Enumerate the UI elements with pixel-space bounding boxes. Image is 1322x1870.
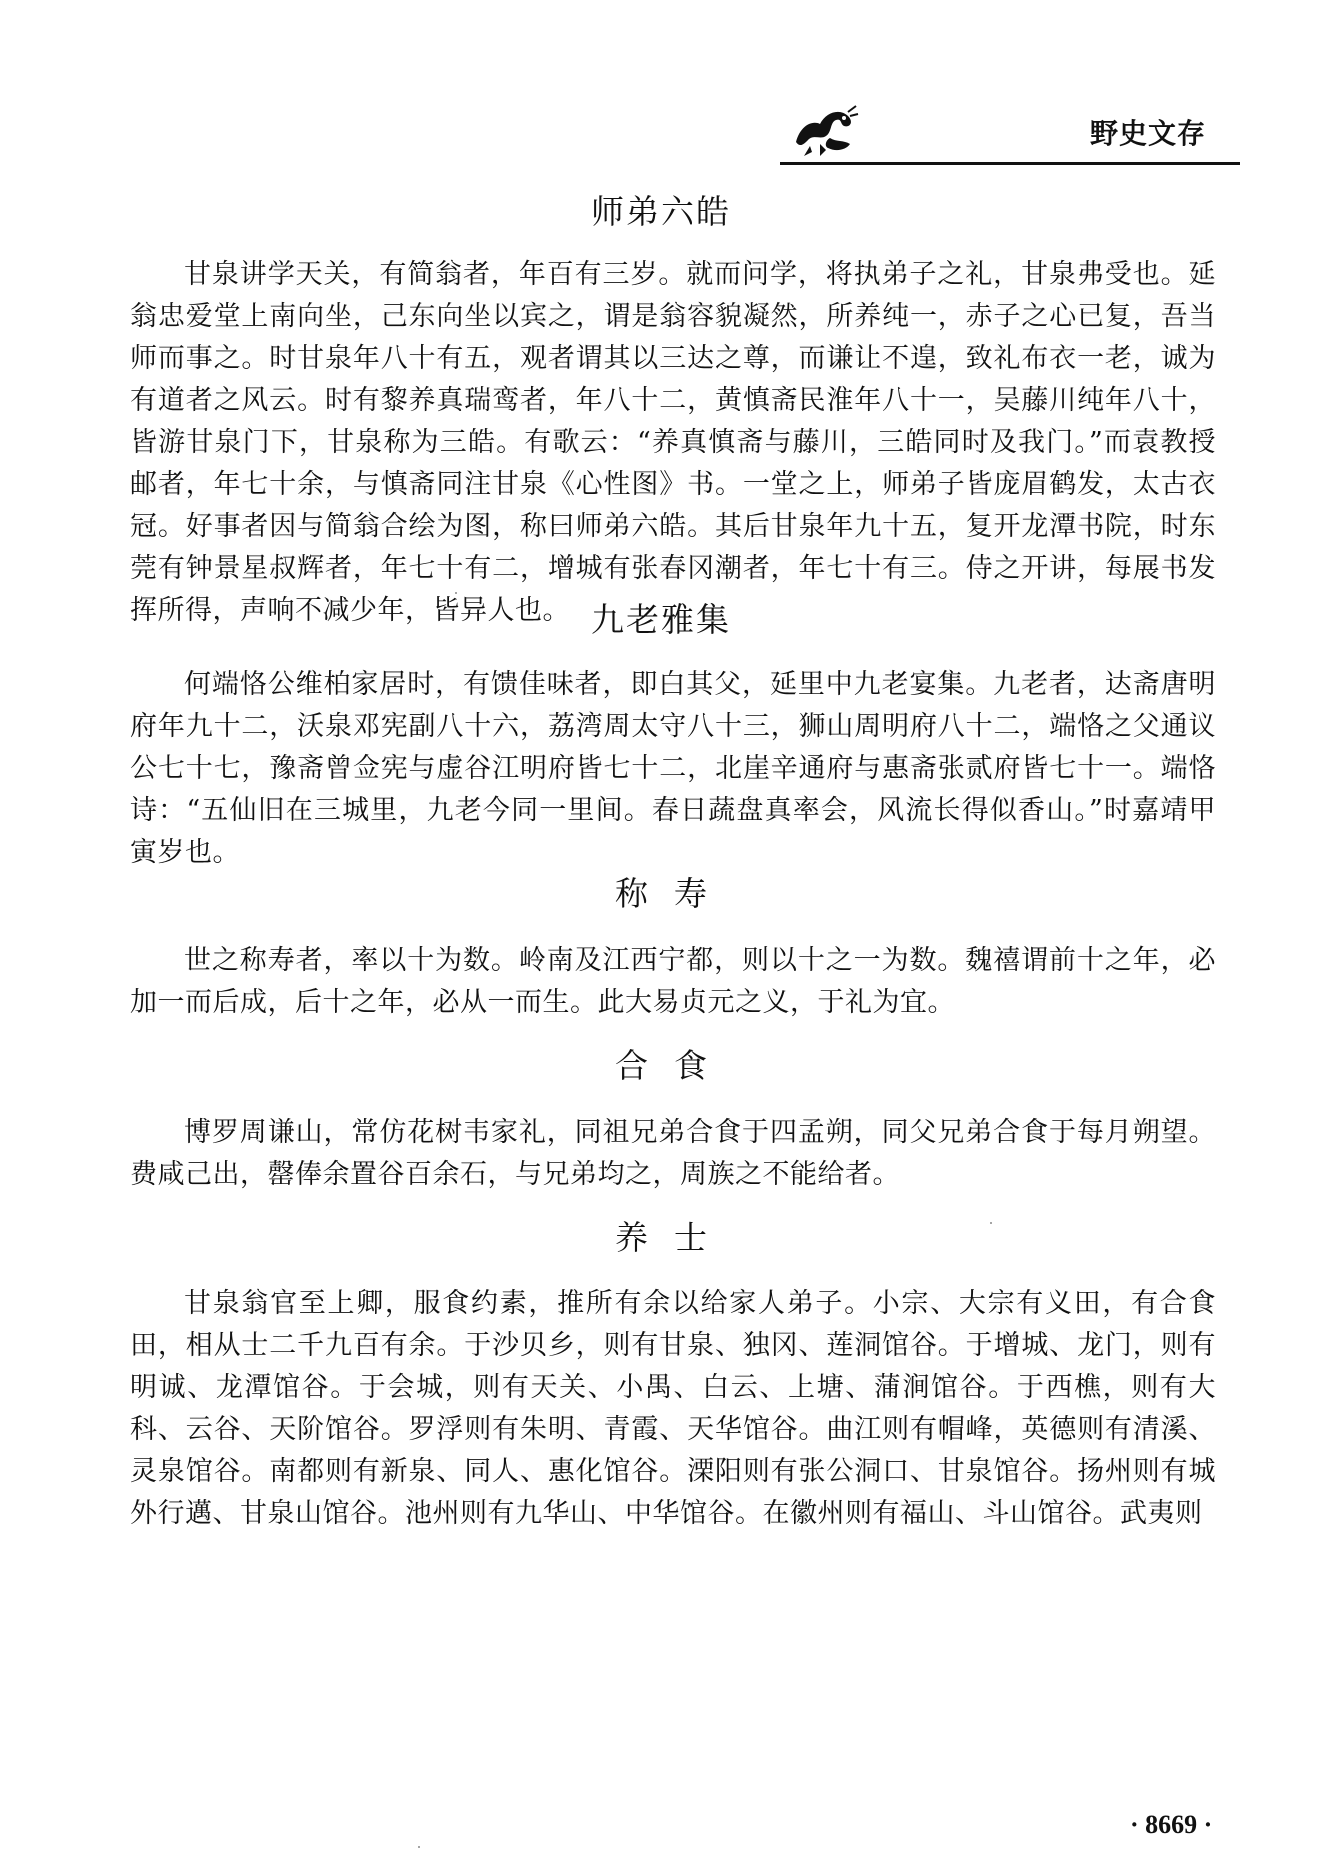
scan-speck <box>990 1222 992 1224</box>
section-paragraph: 博罗周谦山，常仿花树韦家礼，同祖兄弟合食于四孟朔，同父兄弟合食于每月朔望。费咸己出，罄俸余置谷百余石，与兄弟均之，周族之不能给者。 <box>130 1117 1216 1190</box>
section-paragraph: 甘泉翁官至上卿，服食约素，推所有余以给家人弟子。小宗、大宗有义田，有合食田，相从士二千九百有余。于沙贝乡，则有甘泉、独冈、莲洞馆谷。于增城、龙门，则有明诚、龙潭馆谷。于会城，则有天关、小禺、白云、上塘、蒲涧馆谷。于西樵，则有大科、云谷、天阶馆谷。罗浮则有朱明、青霞、天华馆谷。曲江则有帽峰，英德则有清溪、灵泉馆谷。南都则有新泉、同人、惠化馆谷。溧阳则有张公洞口、甘泉馆谷。扬州则有城外行邁、甘泉山馆谷。池州则有九华山、中华馆谷。在徽州则有福山、斗山馆谷。武夷则 <box>130 1288 1216 1529</box>
dragon-logo-icon <box>790 98 860 160</box>
section-title: 合食 <box>615 1046 733 1085</box>
scan-speck <box>418 1846 420 1848</box>
scan-speck <box>455 592 457 594</box>
section-paragraph: 甘泉讲学天关，有简翁者，年百有三岁。就而问学，将执弟子之礼，甘泉弗受也。延翁忠爱堂上南向坐，己东向坐以宾之，谓是翁容貌凝然，所养纯一，赤子之心已复，吾当师而事之。时甘泉年八十有五，观者谓其以三达之尊，而谦让不遑，致礼布衣一老，诚为有道者之风云。时有黎养真瑞鸾者，年八十二，黄慎斋民淮年八十一，吴藤川纯年八十，皆游甘泉门下，甘泉称为三皓。有歌云：“养真慎斋与藤川，三皓同时及我门。”而袁教授邮者，年七十余，与慎斋同注甘泉《心性图》书。一堂之上，师弟子皆庞眉鹤发，太古衣冠。好事者因与简翁合绘为图，称曰师弟六皓。其后甘泉年九十五，复开龙潭书院，时东莞有钟景星叔辉者，年七十有二，增城有张春冈潮者，年七十有三。侍之开讲，每展书发挥所得，声响不减少年，皆异人也。 <box>130 259 1216 626</box>
section-title: 称寿 <box>615 874 733 913</box>
header-divider <box>780 162 1240 165</box>
page-number: · 8669 · <box>1130 1810 1213 1839</box>
section-title: 九老雅集 <box>591 600 731 639</box>
section-paragraph: 世之称寿者，率以十为数。岭南及江西宁都，则以十之一为数。魏禧谓前十之年，必加一而后成，后十之年，必从一而生。此大易贞元之义，于礼为宜。 <box>130 945 1216 1018</box>
section-title: 养士 <box>615 1218 733 1257</box>
section-title: 师弟六皓 <box>591 192 731 231</box>
book-series-title: 野史文存 <box>1090 117 1207 150</box>
section-paragraph: 何端恪公维柏家居时，有馈佳味者，即白其父，延里中九老宴集。九老者，达斋唐明府年九十二，沃泉邓宪副八十六，荔湾周太守八十三，狮山周明府八十二，端恪之父通议公七十七，豫斋曾佥宪与虚谷江明府皆七十二，北崖辛通府与惠斋张贰府皆七十一。端恪诗：“五仙旧在三城里，九老今同一里间。春日蔬盘真率会，风流长得似香山。”时嘉靖甲寅岁也。 <box>130 669 1216 868</box>
